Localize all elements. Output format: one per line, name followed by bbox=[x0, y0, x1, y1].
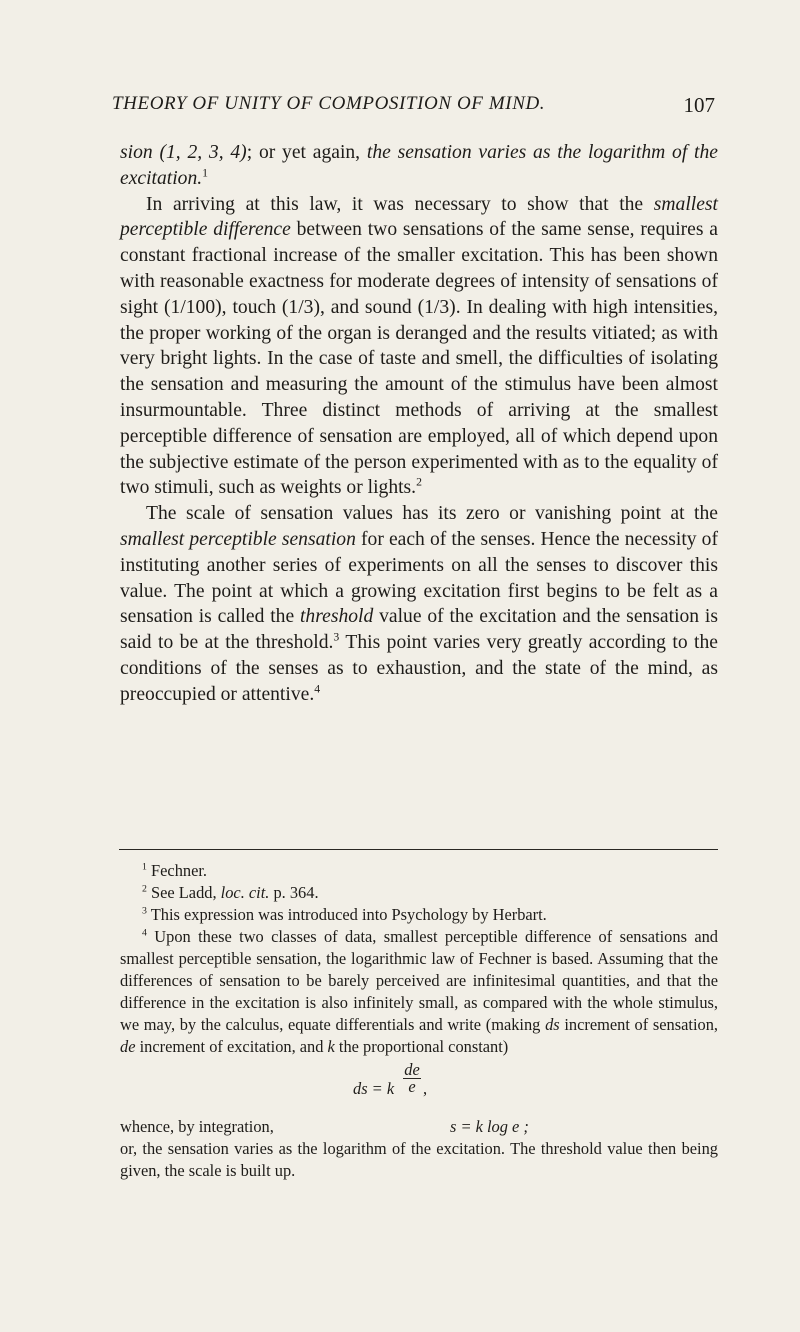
running-title: THEORY OF UNITY OF COMPOSITION OF MIND. bbox=[112, 93, 546, 114]
body-text bbox=[120, 140, 718, 708]
text-run: between two sensations of the same sense, requires a constant fractional increase of the smaller excitation. This has been shown with reasonable exactness for moderate degrees of intensity of sensations of sight ( bbox=[120, 219, 718, 318]
footnote-text: This expression was introduced into Psychology by Herbart. bbox=[150, 905, 547, 924]
footnotes bbox=[120, 860, 718, 1182]
symbol-ds: ds bbox=[545, 1015, 560, 1034]
footnote-2 bbox=[120, 882, 718, 904]
footnote-marker: 2 bbox=[142, 883, 147, 895]
integration-text: whence, by integration, bbox=[120, 1117, 274, 1136]
footnote-marker: 4 bbox=[142, 927, 147, 939]
page-header bbox=[112, 93, 715, 123]
footnote-3 bbox=[120, 904, 718, 926]
text-run: ; or yet again, bbox=[246, 142, 367, 163]
fraction-touch: 1/3 bbox=[288, 296, 314, 318]
paragraph-1 bbox=[120, 140, 718, 192]
footnote-divider bbox=[119, 849, 718, 850]
text-run: ). In dealing with high intensities, the proper working of the organ is deranged and the results vitiated; as with very bright lights. In the case of taste and smell, the difficulties of isolating the sensation and measuring the amount of the stimulus have been almost insurmountable. Three distinct methods of arriving at the smallest perceptible difference of sensation are employed, all of which depend upon the subjective estimate of the person experimented with as to the equality of two stimuli, such as weights or lights. bbox=[120, 296, 718, 499]
footnote-text: the proportional constant) bbox=[334, 1037, 509, 1056]
footnote-emphasis: loc. cit. bbox=[220, 883, 270, 902]
footnote-1 bbox=[120, 860, 718, 882]
page-number: 107 bbox=[683, 93, 715, 117]
equation-comma: , bbox=[423, 1079, 428, 1098]
footnote-ref-1: 1 bbox=[202, 166, 209, 180]
emphasis-law: the sensation varies as the logarithm of the excitation. bbox=[120, 142, 718, 189]
differential-equation bbox=[120, 1058, 718, 1116]
footnote-text: Fechner. bbox=[151, 861, 208, 880]
text-run: sion (1, 2, 3, 4) bbox=[120, 142, 247, 163]
fraction-denominator: e bbox=[408, 1077, 416, 1096]
emphasis-threshold: threshold bbox=[299, 606, 374, 628]
footnote-4 bbox=[120, 926, 718, 1058]
footnote-ref-4: 4 bbox=[314, 682, 321, 696]
symbol-k: k bbox=[327, 1037, 335, 1056]
footnote-text: p. 364. bbox=[269, 883, 319, 902]
symbol-de: de bbox=[120, 1037, 136, 1056]
footnote-ref-2: 2 bbox=[416, 475, 422, 489]
equation-lhs: ds = k bbox=[353, 1079, 395, 1098]
paragraph-2 bbox=[120, 192, 718, 502]
text-run: ), and sound ( bbox=[313, 296, 425, 318]
emphasis-smallest-perceptible-difference: smallest perceptible difference bbox=[120, 193, 718, 241]
footnote-marker: 1 bbox=[142, 861, 147, 873]
text-run: The scale of sensation values has its zero or vanishing point at the bbox=[146, 503, 718, 525]
footnote-marker: 3 bbox=[142, 905, 147, 917]
footnote-text: Upon these two classes of data, smallest perceptible difference of sensations and smallest perceptible sensation, the logarithmic law of Fechner is based. Assuming that the differences of sensation to be barely perceived are infinitesimal quantities, and that the difference in the excitation is also infinitely small, as compared with the whole stimulus, we may, by the calculus, equate differentials and write (making bbox=[120, 927, 718, 1034]
footnote-text: increment of excitation, and bbox=[135, 1037, 328, 1056]
paragraph-3 bbox=[120, 501, 718, 707]
fraction-numerator: de bbox=[404, 1060, 420, 1079]
fraction-sight: 1/100 bbox=[170, 296, 216, 318]
equation-fraction bbox=[403, 1062, 421, 1095]
text-run: value of the excitation and the sensation is said to be at the threshold. bbox=[120, 606, 718, 654]
footnote-conclusion: or, the sensation varies as the logarithm of the excitation. The threshold value then being given, the scale is built up. bbox=[120, 1139, 718, 1180]
text-run: This point varies very greatly according to the conditions of the senses as to exhaustion, and the state of the mind, as preoccupied or attentive. bbox=[120, 632, 718, 705]
text-run: for each of the senses. Hence the necessity of instituting another series of experiments on all the senses to discover this value. The point at which a growing excitation first begins to be felt as a sensation is called the bbox=[120, 528, 718, 628]
text-run: ), touch ( bbox=[215, 296, 289, 318]
emphasis-smallest-perceptible-sensation: smallest perceptible sensation bbox=[120, 528, 356, 550]
fraction-sound: 1/3 bbox=[424, 296, 450, 318]
integration-line bbox=[120, 1116, 718, 1138]
footnote-text: See Ladd, bbox=[151, 883, 221, 902]
integration-equation: s = k log e ; bbox=[450, 1117, 529, 1136]
text-run: In arriving at this law, it was necessary to show that the bbox=[146, 193, 654, 215]
footnote-text: increment of sensation, bbox=[559, 1015, 718, 1034]
footnote-ref-3: 3 bbox=[333, 630, 340, 644]
